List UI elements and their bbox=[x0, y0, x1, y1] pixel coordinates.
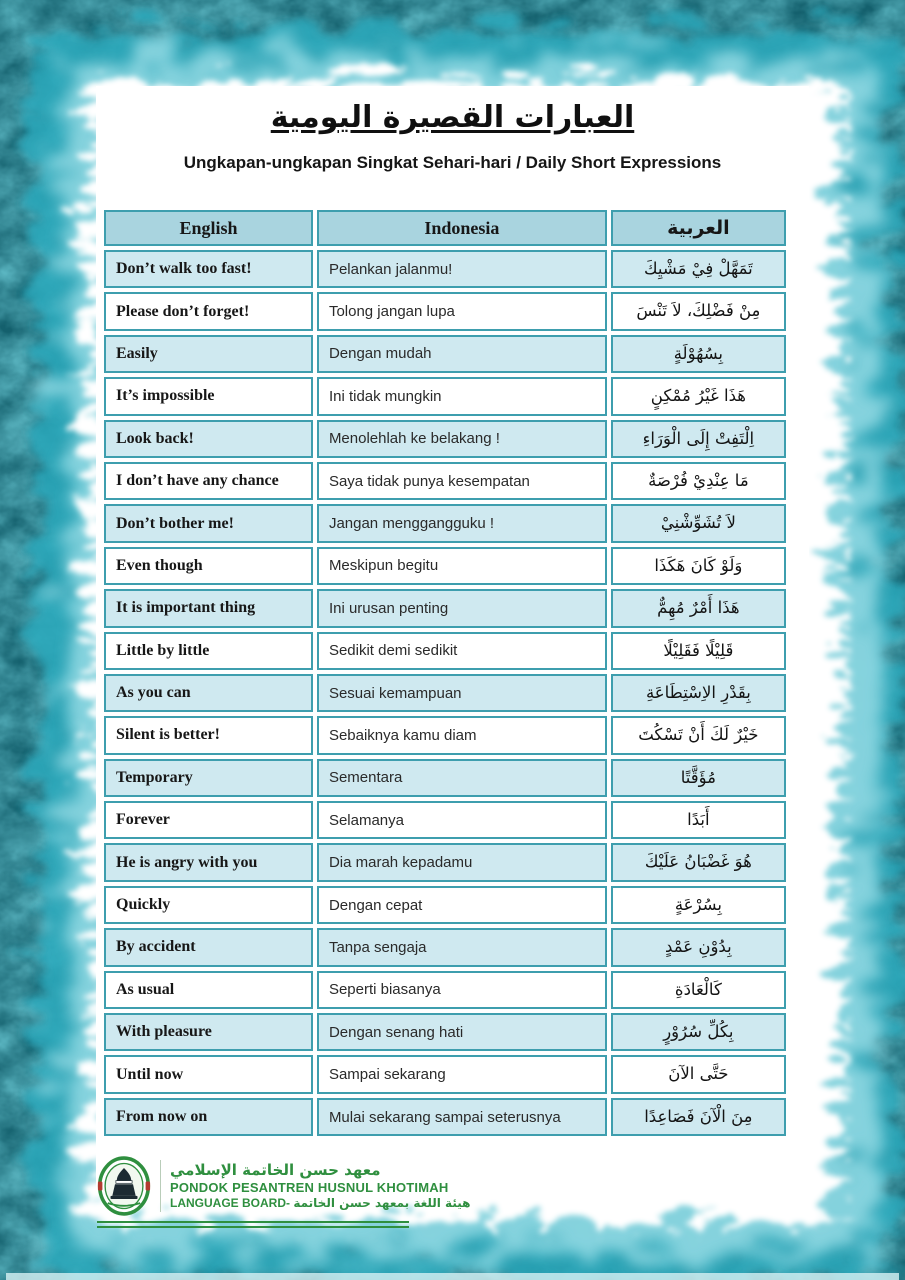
arabic-cell: حَتَّى الآنَ bbox=[611, 1055, 786, 1093]
english-cell: Silent is better! bbox=[104, 716, 313, 754]
language-board-arabic: هيئة اللغة بمعهد حسن الخاتمة bbox=[293, 1196, 471, 1211]
arabic-cell: بِسُهُوْلَةٍ bbox=[611, 335, 786, 373]
indonesia-cell: Sampai sekarang bbox=[317, 1055, 607, 1093]
english-cell: Look back! bbox=[104, 420, 313, 458]
indonesia-cell: Saya tidak punya kesempatan bbox=[317, 462, 607, 500]
indonesia-cell: Jangan menggangguku ! bbox=[317, 504, 607, 542]
language-board-line bbox=[170, 1196, 470, 1211]
indonesia-cell: Tanpa sengaja bbox=[317, 928, 607, 966]
table-row bbox=[104, 928, 786, 966]
table-row bbox=[104, 250, 786, 288]
arabic-cell: مِنَ الْآنَ فَصَاعِدًا bbox=[611, 1098, 786, 1136]
indonesia-cell: Dengan cepat bbox=[317, 886, 607, 924]
indonesia-cell: Dengan mudah bbox=[317, 335, 607, 373]
column-header-english: English bbox=[104, 210, 313, 246]
table-row bbox=[104, 716, 786, 754]
indonesia-cell: Mulai sekarang sampai seterusnya bbox=[317, 1098, 607, 1136]
english-cell: Temporary bbox=[104, 759, 313, 797]
table-row bbox=[104, 504, 786, 542]
indonesia-cell: Ini tidak mungkin bbox=[317, 377, 607, 415]
table-row bbox=[104, 420, 786, 458]
indonesia-cell: Sedikit demi sedikit bbox=[317, 632, 607, 670]
arabic-cell: وَلَوْ كَانَ هَكَذَا bbox=[611, 547, 786, 585]
table-row bbox=[104, 1013, 786, 1051]
english-cell: He is angry with you bbox=[104, 843, 313, 881]
page-title-arabic: العبارات القصيرة اليومية bbox=[270, 100, 635, 135]
arabic-cell: هُوَ غَضْبَانُ عَلَيْكَ bbox=[611, 843, 786, 881]
english-cell: With pleasure bbox=[104, 1013, 313, 1051]
english-cell: Until now bbox=[104, 1055, 313, 1093]
table-row bbox=[104, 547, 786, 585]
arabic-cell: اِلْتَفِتْ إِلَى الْوَرَاءِ bbox=[611, 420, 786, 458]
table-row bbox=[104, 801, 786, 839]
table-row bbox=[104, 632, 786, 670]
english-cell: Quickly bbox=[104, 886, 313, 924]
indonesia-cell: Dengan senang hati bbox=[317, 1013, 607, 1051]
arabic-cell: هَذَا أَمْرٌ مُهِمٌّ bbox=[611, 589, 786, 627]
table-row bbox=[104, 335, 786, 373]
english-cell: It is important thing bbox=[104, 589, 313, 627]
footer bbox=[97, 1156, 905, 1216]
arabic-cell: مَا عِنْدِيْ فُرْصَةٌ bbox=[611, 462, 786, 500]
english-cell: Little by little bbox=[104, 632, 313, 670]
table-row bbox=[104, 1055, 786, 1093]
english-cell: Don’t bother me! bbox=[104, 504, 313, 542]
mosque-emblem-icon bbox=[97, 1156, 151, 1216]
english-cell: As usual bbox=[104, 971, 313, 1009]
english-cell: Please don’t forget! bbox=[104, 292, 313, 330]
english-cell: Don’t walk too fast! bbox=[104, 250, 313, 288]
table-row bbox=[104, 1098, 786, 1136]
page-subtitle: Ungkapan-ungkapan Singkat Sehari-hari / Daily Short Expressions bbox=[183, 153, 722, 172]
indonesia-cell: Selamanya bbox=[317, 801, 607, 839]
table-row bbox=[104, 674, 786, 712]
indonesia-cell: Pelankan jalanmu! bbox=[317, 250, 607, 288]
english-cell: By accident bbox=[104, 928, 313, 966]
footer-divider bbox=[160, 1160, 161, 1212]
footer-double-rule bbox=[97, 1221, 409, 1228]
arabic-cell: بِسُرْعَةٍ bbox=[611, 886, 786, 924]
indonesia-cell: Meskipun begitu bbox=[317, 547, 607, 585]
arabic-cell: لاَ تُشَوِّشْنِيْ bbox=[611, 504, 786, 542]
english-cell: I don’t have any chance bbox=[104, 462, 313, 500]
table-row bbox=[104, 843, 786, 881]
english-cell: Easily bbox=[104, 335, 313, 373]
indonesia-cell: Dia marah kepadamu bbox=[317, 843, 607, 881]
table-row bbox=[104, 292, 786, 330]
arabic-cell: أَبَدًا bbox=[611, 801, 786, 839]
arabic-cell: خَيْرٌ لَكَ أَنْ تَسْكُتَ bbox=[611, 716, 786, 754]
expressions-tbody bbox=[104, 250, 786, 1136]
indonesia-cell: Seperti biasanya bbox=[317, 971, 607, 1009]
expressions-table bbox=[100, 206, 790, 1140]
arabic-cell: بِدُوْنِ عَمْدٍ bbox=[611, 928, 786, 966]
indonesia-cell: Sesuai kemampuan bbox=[317, 674, 607, 712]
arabic-cell: مُؤَقَّتًا bbox=[611, 759, 786, 797]
arabic-cell: قَلِيْلًا فَقَلِيْلًا bbox=[611, 632, 786, 670]
column-header-arabic: العربية bbox=[611, 210, 786, 246]
arabic-cell: هَذَا غَيْرُ مُمْكِنٍ bbox=[611, 377, 786, 415]
table-row bbox=[104, 759, 786, 797]
indonesia-cell: Sementara bbox=[317, 759, 607, 797]
indonesia-cell: Ini urusan penting bbox=[317, 589, 607, 627]
table-row bbox=[104, 462, 786, 500]
english-cell: As you can bbox=[104, 674, 313, 712]
language-board-latin: LANGUAGE BOARD- bbox=[170, 1196, 290, 1211]
indonesia-cell: Menolehlah ke belakang ! bbox=[317, 420, 607, 458]
english-cell: It’s impossible bbox=[104, 377, 313, 415]
arabic-cell: كَالْعَادَةِ bbox=[611, 971, 786, 1009]
english-cell: From now on bbox=[104, 1098, 313, 1136]
institute-name-arabic: معهد حسن الخاتمة الإسلامي bbox=[170, 1161, 381, 1180]
table-header-row bbox=[104, 210, 786, 246]
arabic-cell: بِكُلِّ سُرُوْرٍ bbox=[611, 1013, 786, 1051]
arabic-cell: مِنْ فَضْلِكَ، لاَ تَنْسَ bbox=[611, 292, 786, 330]
institute-name-latin: PONDOK PESANTREN HUSNUL KHOTIMAH bbox=[170, 1179, 449, 1195]
arabic-cell: بِقَدْرِ الاِسْتِطَاعَةِ bbox=[611, 674, 786, 712]
indonesia-cell: Tolong jangan lupa bbox=[317, 292, 607, 330]
table-row bbox=[104, 971, 786, 1009]
english-cell: Even though bbox=[104, 547, 313, 585]
english-cell: Forever bbox=[104, 801, 313, 839]
table-row bbox=[104, 589, 786, 627]
table-row bbox=[104, 886, 786, 924]
indonesia-cell: Sebaiknya kamu diam bbox=[317, 716, 607, 754]
column-header-indonesia: Indonesia bbox=[317, 210, 607, 246]
footer-text-block bbox=[170, 1161, 470, 1211]
table-row bbox=[104, 377, 786, 415]
arabic-cell: تَمَهَّلْ فِيْ مَشْيِكَ bbox=[611, 250, 786, 288]
